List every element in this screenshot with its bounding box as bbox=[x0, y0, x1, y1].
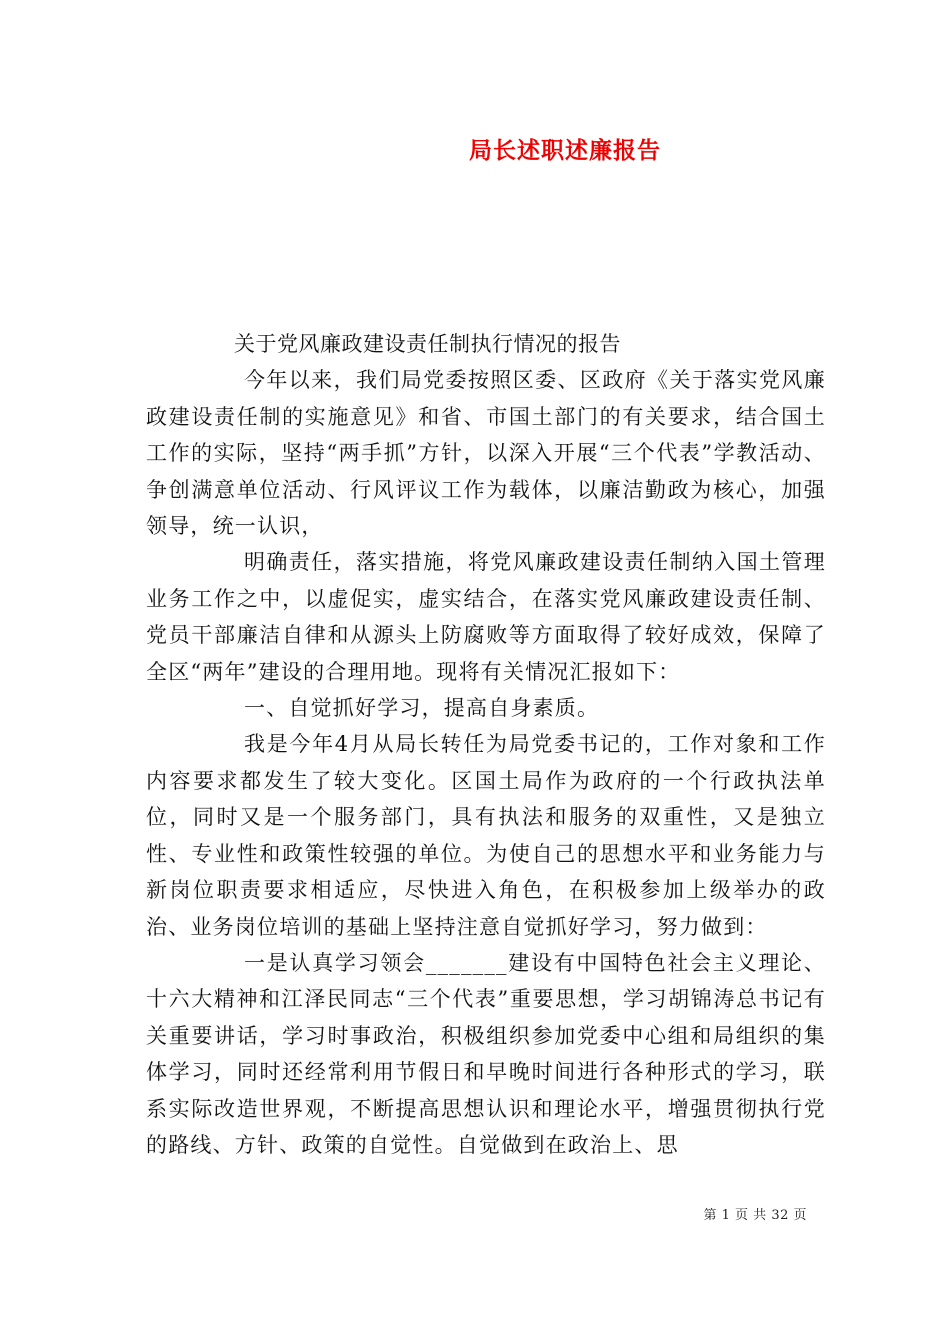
paragraph-responsibility: 明确责任，落实措施，将党风廉政建设责任制纳入国土管理业务工作之中，以虚促实，虚实结合，在落实党风廉政建设责任制、党员干部廉洁自律和从源头上防腐败等方面取得了较好成效，保障了全区“两年”建设的合理用地。现将有关情况汇报如下： bbox=[146, 550, 826, 684]
paragraph-study: 一是认真学习领会_______建设有中国特色社会主义理论、十六大精神和江泽民同志“三个代表”重要思想，学习胡锦涛总书记有关重要讲话，学习时事政治，积极组织参加党委中心组和局组织的集体学习，同时还经常利用节假日和早晚时间进行各种形式的学习，联系实际改造世界观，不断提高思想认识和理论水平，增强贯彻执行党的路线、方针、政策的自觉性。自觉做到在政治上、思 bbox=[146, 950, 826, 1157]
page-footer: 第 1 页 共 32 页 bbox=[703, 1208, 807, 1223]
document-title: 局长述职述廉报告 bbox=[469, 137, 661, 164]
document-body bbox=[146, 326, 826, 1163]
section-heading-1: 一、自觉抓好学习，提高自身素质。 bbox=[244, 696, 600, 721]
paragraph-intro: 今年以来，我们局党委按照区委、区政府《关于落实党风廉政建设责任制的实施意见》和省、市国土部门的有关要求，结合国土工作的实际，坚持“两手抓”方针，以深入开展“三个代表”学教活动、争创满意单位活动、行风评议工作为载体，以廉洁勤政为核心，加强领导，统一认识， bbox=[146, 368, 826, 539]
document-subtitle: 关于党风廉政建设责任制执行情况的报告 bbox=[234, 332, 621, 356]
paragraph-transfer: 我是今年4月从局长转任为局党委书记的，工作对象和工作内容要求都发生了较大变化。区国土局作为政府的一个行政执法单位，同时又是一个服务部门，具有执法和服务的双重性，又是独立性、专业性和政策性较强的单位。为使自己的思想水平和业务能力与新岗位职责要求相适应，尽快进入角色，在积极参加上级举办的政治、业务岗位培训的基础上坚持注意自觉抓好学习，努力做到： bbox=[146, 732, 826, 939]
